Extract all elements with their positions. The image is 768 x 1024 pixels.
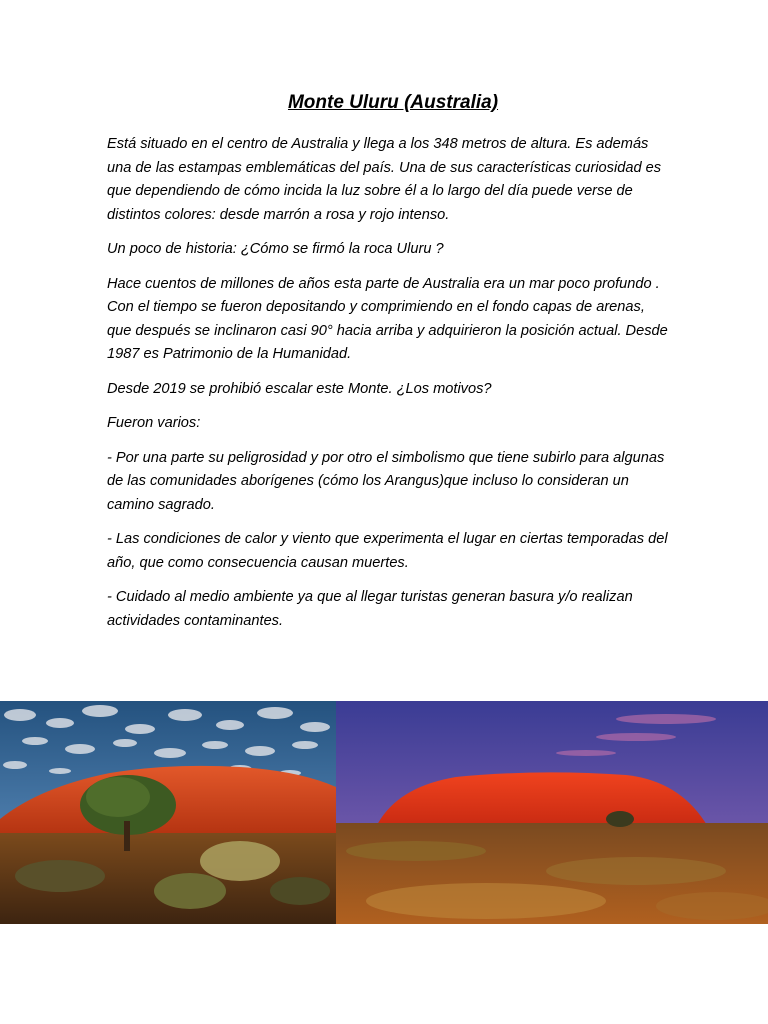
photo-strip [0,701,768,924]
paragraph-history: Hace cuentos de millones de años esta parte de Australia era un mar poco profundo . Con el tiempo se fueron depositando y comprimiendo en el fondo capas de arenas, que después se inclinaron casi 90° hacia arriba y adquirieron la posición actual. Desde 1987 es Patrimonio de la Humanidad. [107,275,668,362]
paragraph-reason-2: - Las condiciones de calor y viento que experimenta el lugar en ciertas temporadas del año, que como consecuencia causan muertes. [107,531,668,571]
paragraph-reasons-intro: Fueron varios: [107,415,201,431]
paragraph-intro: Está situado en el centro de Australia y llega a los 348 metros de altura. Es además una de las estampas emblemáticas del país. Una de sus características curiosidad es que dependiendo de cómo incida la luz sobre él a lo largo del día puede verse de distintos colores: desde marrón a rosa y rojo intenso. [107,136,662,223]
uluru-photo-left [0,701,336,924]
paragraph-reason-1: - Por una parte su peligrosidad y por otro el simbolismo que tiene subirlo para algunas de las comunidades aborígenes (cómo los Arangus)que incluso lo consideran un camino sagrado. [107,449,665,513]
paragraph-reason-3: - Cuidado al medio ambiente ya que al llegar turistas generan basura y/o realizan actividades contaminantes. [107,589,633,629]
document-body [107,133,672,644]
title-text: Monte Uluru (Australia) [287,92,499,113]
paragraph-history-question: Un poco de historia: ¿Cómo se firmó la roca Uluru ? [107,241,444,257]
paragraph-prohibition: Desde 2019 se prohibió escalar este Monte. ¿Los motivos? [107,380,492,397]
uluru-photo-right [336,701,768,924]
document-title [0,92,768,114]
